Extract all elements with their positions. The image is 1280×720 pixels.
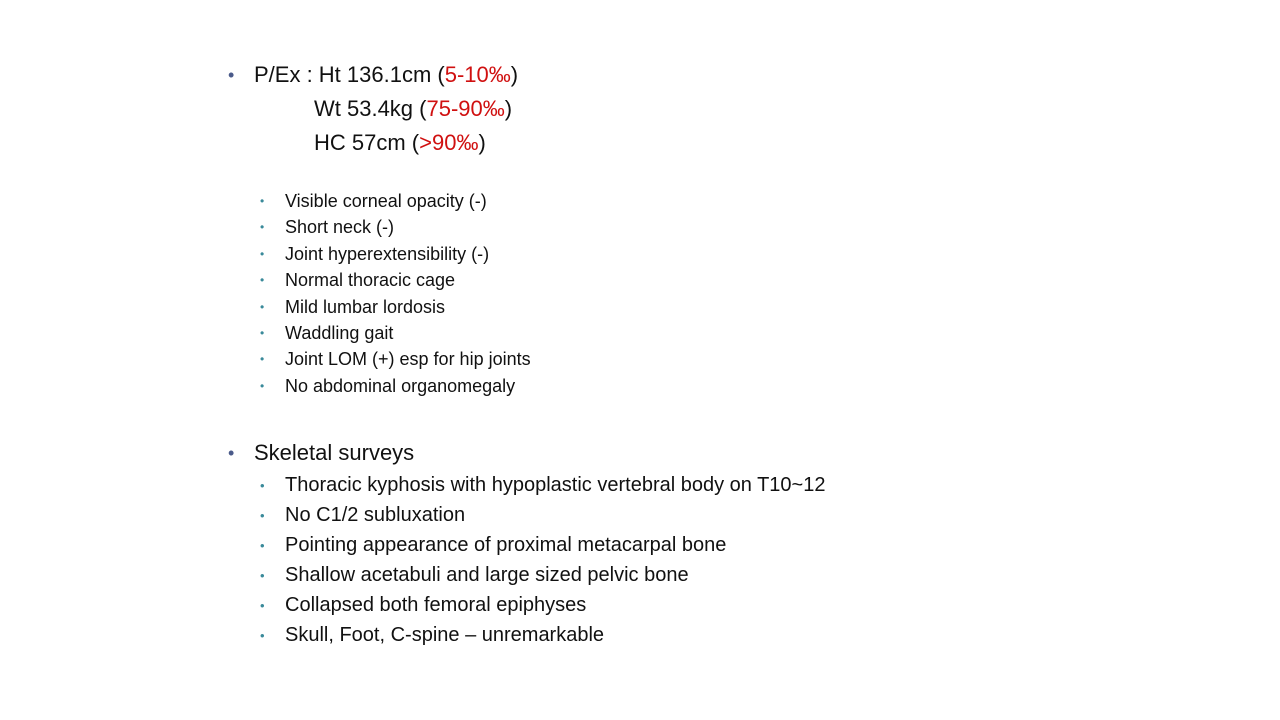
- list-item: • Joint LOM (+) esp for hip joints: [260, 346, 531, 372]
- list-item: • Shallow acetabuli and large sized pelvic bone: [260, 560, 825, 590]
- list-item: • Skull, Foot, C-spine – unremarkable: [260, 620, 825, 650]
- bullet-icon: •: [260, 568, 265, 583]
- bullet-icon: •: [260, 378, 265, 393]
- list-item: • Collapsed both femoral epiphyses: [260, 590, 825, 620]
- list-item: • No abdominal organomegaly: [260, 373, 531, 399]
- bullet-icon: •: [260, 246, 265, 261]
- bullet-icon: •: [260, 220, 265, 235]
- pe-findings-list: [260, 188, 531, 399]
- list-item: • Visible corneal opacity (-): [260, 188, 531, 214]
- pe-weight-line: [314, 95, 512, 123]
- list-item: • No C1/2 subluxation: [260, 500, 825, 530]
- bullet-icon: •: [260, 508, 265, 523]
- close-paren: ): [478, 130, 486, 155]
- hc-percentile: >90‰: [419, 130, 479, 155]
- close-paren: ): [510, 62, 519, 87]
- list-item: • Joint hyperextensibility (-): [260, 241, 531, 267]
- bullet-icon: •: [260, 194, 265, 208]
- height-percentile: 5-10‰: [444, 62, 511, 87]
- bullet-icon: •: [260, 352, 265, 367]
- bullet-icon: •: [260, 478, 265, 493]
- list-item: • Short neck (-): [260, 214, 531, 240]
- bullet-icon: •: [228, 443, 235, 463]
- list-item: • Waddling gait: [260, 320, 531, 346]
- bullet-icon: •: [260, 538, 265, 553]
- pe-weight-label: Wt 53.4kg (: [314, 96, 427, 121]
- bullet-icon: •: [228, 65, 235, 85]
- list-item: • Normal thoracic cage: [260, 267, 531, 293]
- weight-percentile: 75-90‰: [426, 96, 505, 121]
- close-paren: ): [504, 96, 513, 121]
- list-item: • Mild lumbar lordosis: [260, 294, 531, 320]
- skeletal-title: Skeletal surveys: [254, 440, 415, 465]
- bullet-icon: •: [260, 325, 265, 340]
- pe-height-line: [254, 61, 518, 89]
- skeletal-findings-list: [260, 470, 825, 650]
- bullet-icon: •: [260, 273, 265, 288]
- pe-height-label: P/Ex : Ht 136.1cm (: [254, 62, 445, 87]
- bullet-icon: •: [260, 628, 265, 643]
- pe-hc-label: HC 57cm (: [314, 130, 420, 155]
- bullet-icon: •: [260, 598, 265, 613]
- list-item: • Thoracic kyphosis with hypoplastic vertebral body on T10~12: [260, 470, 825, 500]
- list-item: • Pointing appearance of proximal metacarpal bone: [260, 530, 825, 560]
- bullet-icon: •: [260, 299, 265, 314]
- pe-hc-line: [314, 129, 486, 157]
